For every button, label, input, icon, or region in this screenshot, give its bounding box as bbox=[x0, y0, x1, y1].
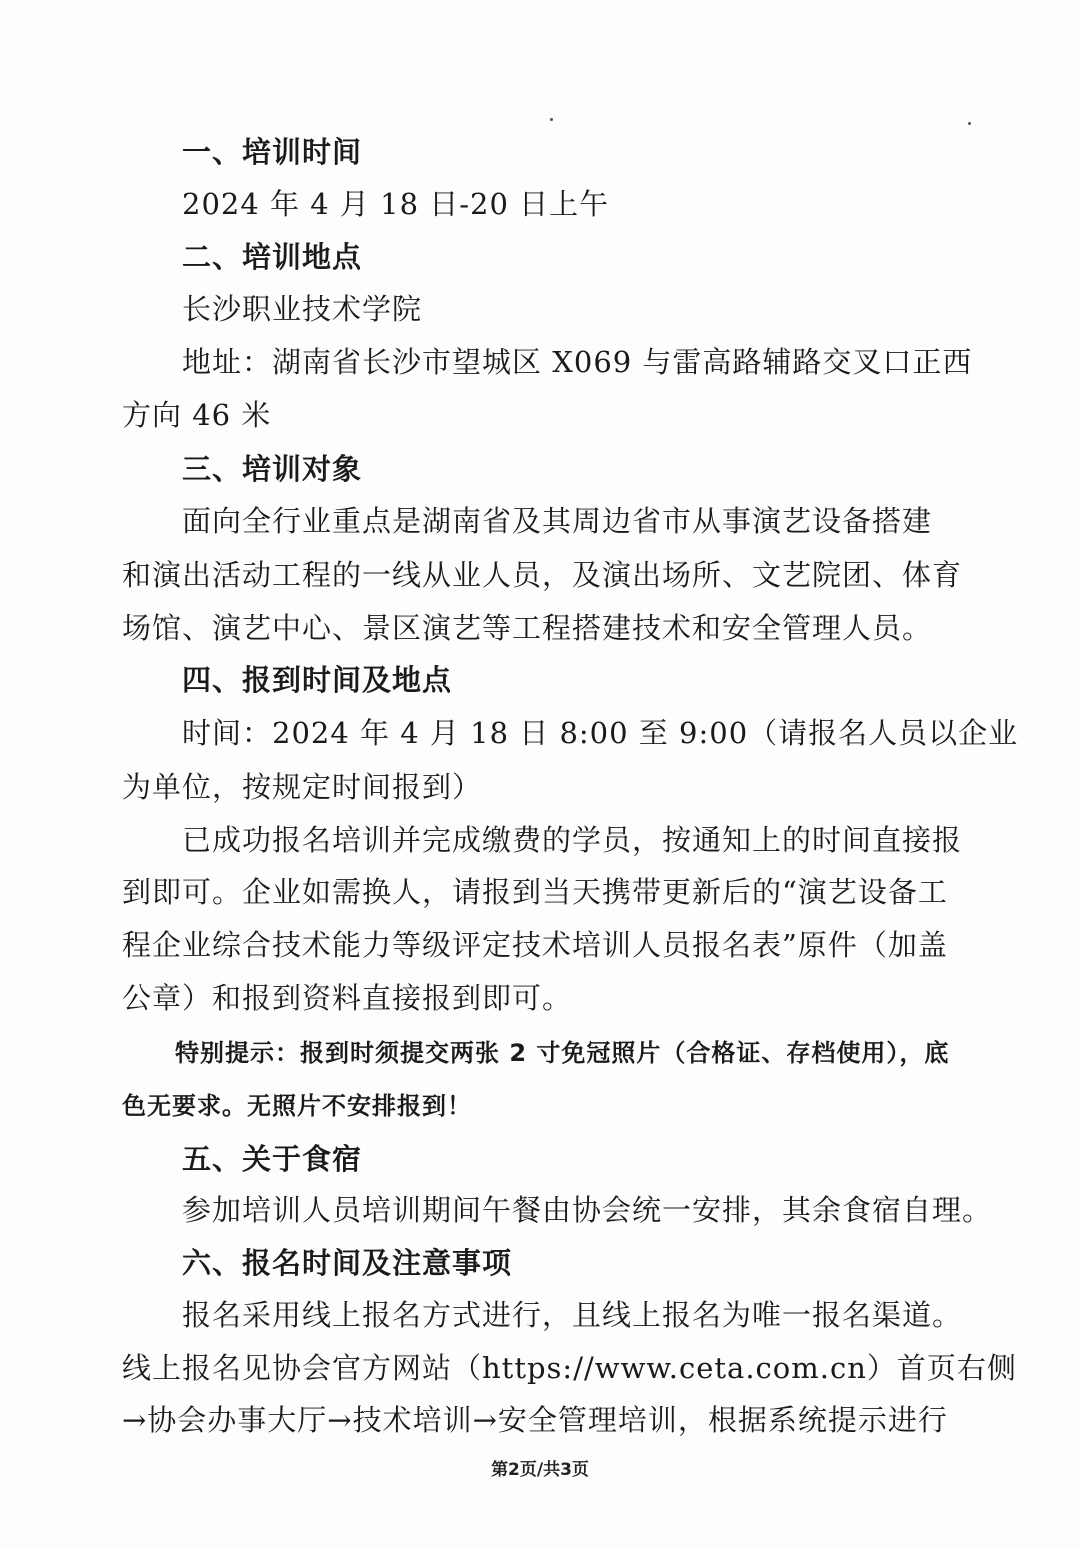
checkin-paragraph-line2: 到即可。企业如需换人，请报到当天携带更新后的“演艺设备工 bbox=[122, 875, 948, 909]
registration-text-line1: 报名采用线上报名方式进行，且线上报名为唯一报名渠道。 bbox=[182, 1298, 963, 1332]
checkin-paragraph-line4: 公章）和报到资料直接报到即可。 bbox=[122, 981, 573, 1015]
audience-text-line1: 面向全行业重点是湖南省及其周边省市从事演艺设备搭建 bbox=[182, 504, 933, 538]
scan-speck bbox=[968, 122, 971, 125]
address-text-line2: 方向 46 米 bbox=[122, 398, 272, 432]
section-heading-training-audience: 三、培训对象 bbox=[182, 452, 363, 486]
address-text-line1: 地址：湖南省长沙市望城区 X069 与雷高路辅路交叉口正西 bbox=[182, 345, 973, 379]
scan-speck bbox=[550, 118, 553, 121]
section-heading-training-time: 一、培训时间 bbox=[182, 135, 363, 169]
training-time-text: 2024 年 4 月 18 日-20 日上午 bbox=[182, 187, 610, 221]
special-notice-line2: 色无要求。无照片不安排报到！ bbox=[122, 1092, 472, 1120]
special-notice-line1: 特别提示：报到时须提交两张 2 寸免冠照片（合格证、存档使用），底 bbox=[175, 1039, 950, 1067]
meals-lodging-text: 参加培训人员培训期间午餐由协会统一安排，其余食宿自理。 bbox=[182, 1193, 993, 1227]
registration-text-line3: →协会办事大厅→技术培训→安全管理培训，根据系统提示进行 bbox=[122, 1403, 948, 1437]
checkin-paragraph-line1: 已成功报名培训并完成缴费的学员，按通知上的时间直接报 bbox=[182, 823, 963, 857]
checkin-time-text-line1: 时间：2024 年 4 月 18 日 8:00 至 9:00（请报名人员以企业 bbox=[182, 716, 1019, 750]
section-heading-registration: 六、报名时间及注意事项 bbox=[182, 1246, 513, 1280]
section-heading-meals-lodging: 五、关于食宿 bbox=[182, 1142, 363, 1176]
section-heading-training-location: 二、培训地点 bbox=[182, 240, 363, 274]
page-number: 第2页/共3页 bbox=[491, 1460, 589, 1480]
location-name-text: 长沙职业技术学院 bbox=[182, 292, 423, 326]
audience-text-line2: 和演出活动工程的一线从业人员，及演出场所、文艺院团、体育 bbox=[122, 558, 963, 592]
section-heading-checkin: 四、报到时间及地点 bbox=[182, 663, 453, 697]
checkin-time-text-line2: 为单位，按规定时间报到） bbox=[122, 770, 483, 804]
registration-text-line2: 线上报名见协会官方网站（https://www.ceta.com.cn）首页右侧 bbox=[122, 1351, 1017, 1385]
checkin-paragraph-line3: 程企业综合技术能力等级评定技术培训人员报名表”原件（加盖 bbox=[122, 928, 948, 962]
audience-text-line3: 场馆、演艺中心、景区演艺等工程搭建技术和安全管理人员。 bbox=[122, 611, 933, 645]
